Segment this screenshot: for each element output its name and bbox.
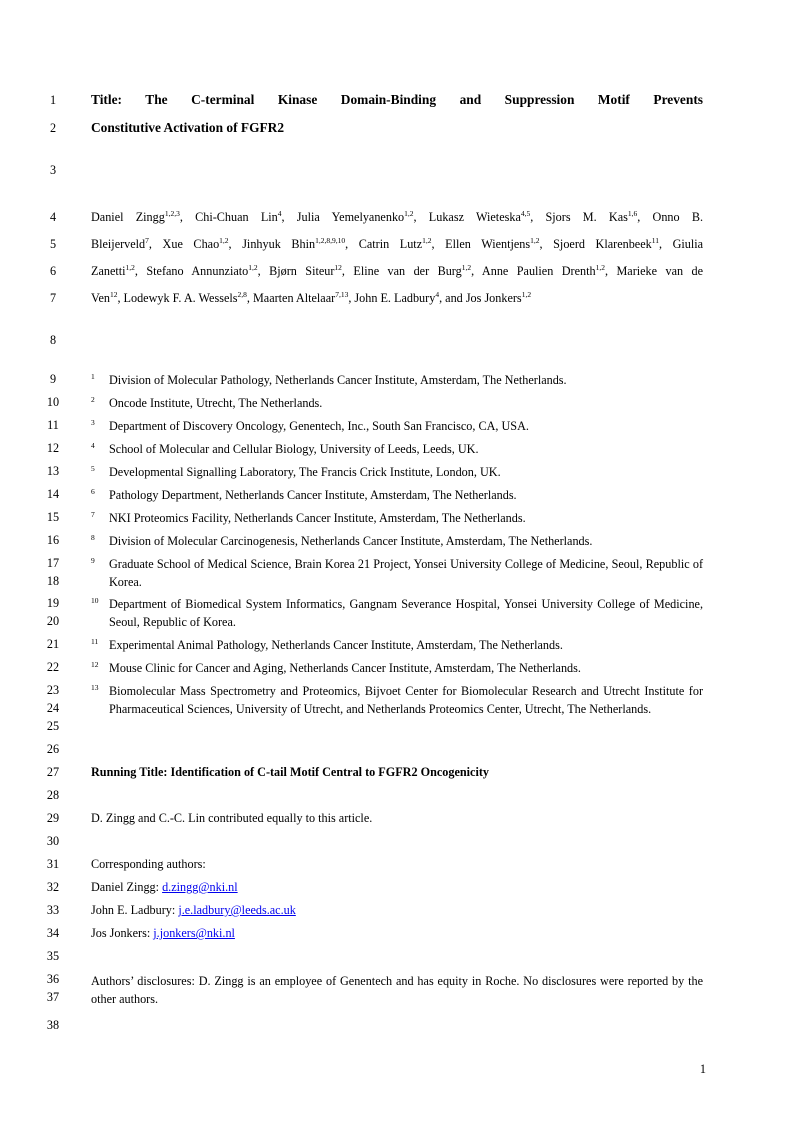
line-number: 26 (46, 742, 60, 756)
corresponding-author-jonkers: Jos Jonkers: j.jonkers@nki.nl (91, 926, 235, 940)
title-line-1: Title: The C-terminal Kinase Domain-Binding and Suppression Motif Prevents (91, 92, 703, 107)
email-link-jonkers[interactable]: j.jonkers@nki.nl (153, 926, 235, 940)
line-number: 30 (46, 834, 60, 848)
line-number: 4 (49, 210, 57, 224)
author: Jinhyuk Bhin$^{1,2,8,9,10}$ (242, 236, 346, 251)
author-part: Zanetti$^{1,2}$ (91, 263, 135, 278)
affiliation-number: 3 (91, 418, 95, 427)
corresponding-author-zingg: Daniel Zingg: d.zingg@nki.nl (91, 880, 238, 894)
affiliation-text: Division of Molecular Pathology, Netherlands Cancer Institute, Amsterdam, The Netherlands. (109, 373, 567, 387)
author: Lodewyk F. A. Wessels$^{2,8}$ (123, 290, 247, 305)
line-number: 37 (46, 990, 60, 1004)
line-number: 2 (49, 121, 57, 135)
line-number: 12 (46, 441, 60, 455)
line-number: 24 (46, 701, 60, 715)
author-line-3: Zanetti$^{1,2}$, Stefano Annunziato$^{1,2}$, Bjørn Siteur$^{12}$, Eline van der Burg$^{1,2}$, Anne Paulien Drenth$^{1,2}$, Marieke van de (91, 263, 704, 278)
line-number: 21 (46, 637, 60, 651)
line-number: 6 (49, 264, 57, 278)
author-part: Bleijerveld$^7$ (91, 236, 149, 251)
line-number: 7 (49, 291, 57, 305)
author: Xue Chao$^{1,2}$ (162, 236, 229, 251)
line-number: 20 (46, 614, 60, 628)
affiliation-text: Oncode Institute, Utrecht, The Netherlands. (109, 396, 323, 410)
affiliation-number: 10 (91, 596, 99, 605)
author: Lukasz Wieteska$^{4,5}$ (428, 209, 531, 224)
author: Sjors M. Kas$^{1,6}$ (545, 209, 638, 224)
line-number: 19 (46, 596, 60, 610)
line-number: 17 (46, 556, 60, 570)
author: Eline van der Burg$^{1,2}$ (353, 263, 472, 278)
affiliation-text: School of Molecular and Cellular Biology, University of Leeds, Leeds, UK. (109, 442, 479, 456)
author: Catrin Lutz$^{1,2}$ (358, 236, 432, 251)
line-number: 16 (46, 533, 60, 547)
page-number: 1 (699, 1062, 706, 1076)
disclosures: Authors’ disclosures: D. Zingg is an employee of Genentech and has equity in Roche. No disclosures were reported by the other authors. (91, 974, 703, 1006)
author: Jos Jonkers$^{1,2}$ (465, 290, 532, 305)
author-part: Onno B. (652, 210, 704, 224)
line-number: 9 (49, 372, 57, 386)
running-title: Running Title: Identification of C-tail Motif Central to FGFR2 Oncogenicity (91, 765, 489, 779)
line-number: 27 (46, 765, 60, 779)
affiliation-number: 2 (91, 395, 95, 404)
line-number: 11 (47, 418, 59, 432)
line-number: 15 (46, 510, 60, 524)
affiliation-text: Developmental Signalling Laboratory, The Francis Crick Institute, London, UK. (109, 465, 501, 479)
affiliation-number: 4 (91, 441, 95, 450)
affiliation-text: Department of Biomedical System Informatics, Gangnam Severance Hospital, Yonsei University College of Medicine, Seoul, Republic of Korea. (109, 597, 703, 629)
affiliation-text: Pathology Department, Netherlands Cancer Institute, Amsterdam, The Netherlands. (109, 488, 517, 502)
affiliation-text: NKI Proteomics Facility, Netherlands Cancer Institute, Amsterdam, The Netherlands. (109, 511, 526, 525)
line-number: 38 (46, 1018, 60, 1032)
line-number: 36 (46, 972, 60, 986)
line-number: 34 (46, 926, 60, 940)
line-number: 10 (46, 395, 60, 409)
affiliation-number: 6 (91, 487, 95, 496)
affiliation-number: 5 (91, 464, 95, 473)
author: Stefano Annunziato$^{1,2}$ (146, 263, 258, 278)
author: Julia Yemelyanenko$^{1,2}$ (296, 209, 414, 224)
line-number: 3 (49, 163, 57, 177)
author-line-4: Ven$^{12}$, Lodewyk F. A. Wessels$^{2,8}$, Maarten Altelaar$^{7,13}$, John E. Ladbury$^4$, and Jos Jonkers$^{1,2}$ (91, 290, 532, 305)
line-number: 29 (46, 811, 60, 825)
author: Anne Paulien Drenth$^{1,2}$ (481, 263, 605, 278)
corresponding-author-ladbury: John E. Ladbury: j.e.ladbury@leeds.ac.uk (91, 903, 296, 917)
author: Sjoerd Klarenbeek$^{11}$ (553, 236, 659, 251)
email-link-ladbury[interactable]: j.e.ladbury@leeds.ac.uk (178, 903, 296, 917)
affiliation-text: Division of Molecular Carcinogenesis, Netherlands Cancer Institute, Amsterdam, The Netherlands. (109, 534, 593, 548)
line-number: 33 (46, 903, 60, 917)
author: Ellen Wientjens$^{1,2}$ (445, 236, 540, 251)
line-number: 35 (46, 949, 60, 963)
line-number: 1 (49, 93, 57, 107)
affiliation-number: 7 (91, 510, 95, 519)
corresponding-authors-heading: Corresponding authors: (91, 857, 206, 871)
affiliation-text: Graduate School of Medical Science, Brain Korea 21 Project, Yonsei University College of Medicine, Seoul, Republic of Korea. (109, 557, 703, 589)
email-link-zingg[interactable]: d.zingg@nki.nl (162, 880, 238, 894)
author-line-2: Bleijerveld$^7$, Xue Chao$^{1,2}$, Jinhyuk Bhin$^{1,2,8,9,10}$, Catrin Lutz$^{1,2}$, Ellen Wientjens$^{1,2}$, Sjoerd Klarenbeek$^{11}$, Giulia (91, 236, 704, 251)
author: Chi-Chuan Lin$^4$ (195, 209, 282, 224)
affiliation-number: 13 (91, 683, 99, 692)
line-number: 28 (46, 788, 60, 802)
equal-contribution-note: D. Zingg and C.-C. Lin contributed equally to this article. (91, 811, 373, 825)
author-part: Marieke van de (616, 264, 704, 278)
author: Daniel Zingg$^{1,2,3}$ (91, 209, 180, 224)
author: John E. Ladbury$^4$ (354, 290, 440, 305)
line-number: 22 (46, 660, 60, 674)
line-number: 25 (46, 719, 60, 733)
affiliation-number: 1 (91, 372, 95, 381)
affiliation-number: 9 (91, 556, 95, 565)
author-part: Ven$^{12}$ (91, 290, 118, 305)
affiliation-number: 12 (91, 660, 99, 669)
affiliation-text: Experimental Animal Pathology, Netherlands Cancer Institute, Amsterdam, The Netherlands. (109, 638, 563, 652)
author: Maarten Altelaar$^{7,13}$ (252, 290, 349, 305)
line-number: 31 (46, 857, 60, 871)
author: Bjørn Siteur$^{12}$ (269, 263, 342, 278)
line-number: 23 (46, 683, 60, 697)
line-number: 13 (46, 464, 60, 478)
author-line-1: Daniel Zingg$^{1,2,3}$, Chi-Chuan Lin$^4$, Julia Yemelyanenko$^{1,2}$, Lukasz Wieteska$^{4,5}$, Sjors M. Kas$^{1,6}$, Onno B. (91, 209, 704, 224)
affiliation-number: 11 (91, 637, 99, 646)
affiliation-text: Mouse Clinic for Cancer and Aging, Netherlands Cancer Institute, Amsterdam, The Netherlands. (109, 661, 581, 675)
affiliation-number: 8 (91, 533, 95, 542)
line-number: 5 (49, 237, 57, 251)
affiliation-text: Biomolecular Mass Spectrometry and Proteomics, Bijvoet Center for Biomolecular Research and Utrecht Institute for Pharmaceutical Sciences, University of Utrecht, and Netherlands Proteomics Center, Utrecht, The Netherlands. (109, 684, 703, 716)
affiliation-text: Department of Discovery Oncology, Genentech, Inc., South San Francisco, CA, USA. (109, 419, 529, 433)
line-number: 8 (49, 333, 57, 347)
title-line-2: Constitutive Activation of FGFR2 (91, 120, 285, 135)
author-part: Giulia (672, 237, 704, 251)
line-number: 18 (46, 574, 60, 588)
line-number: 32 (46, 880, 60, 894)
line-number: 14 (46, 487, 60, 501)
